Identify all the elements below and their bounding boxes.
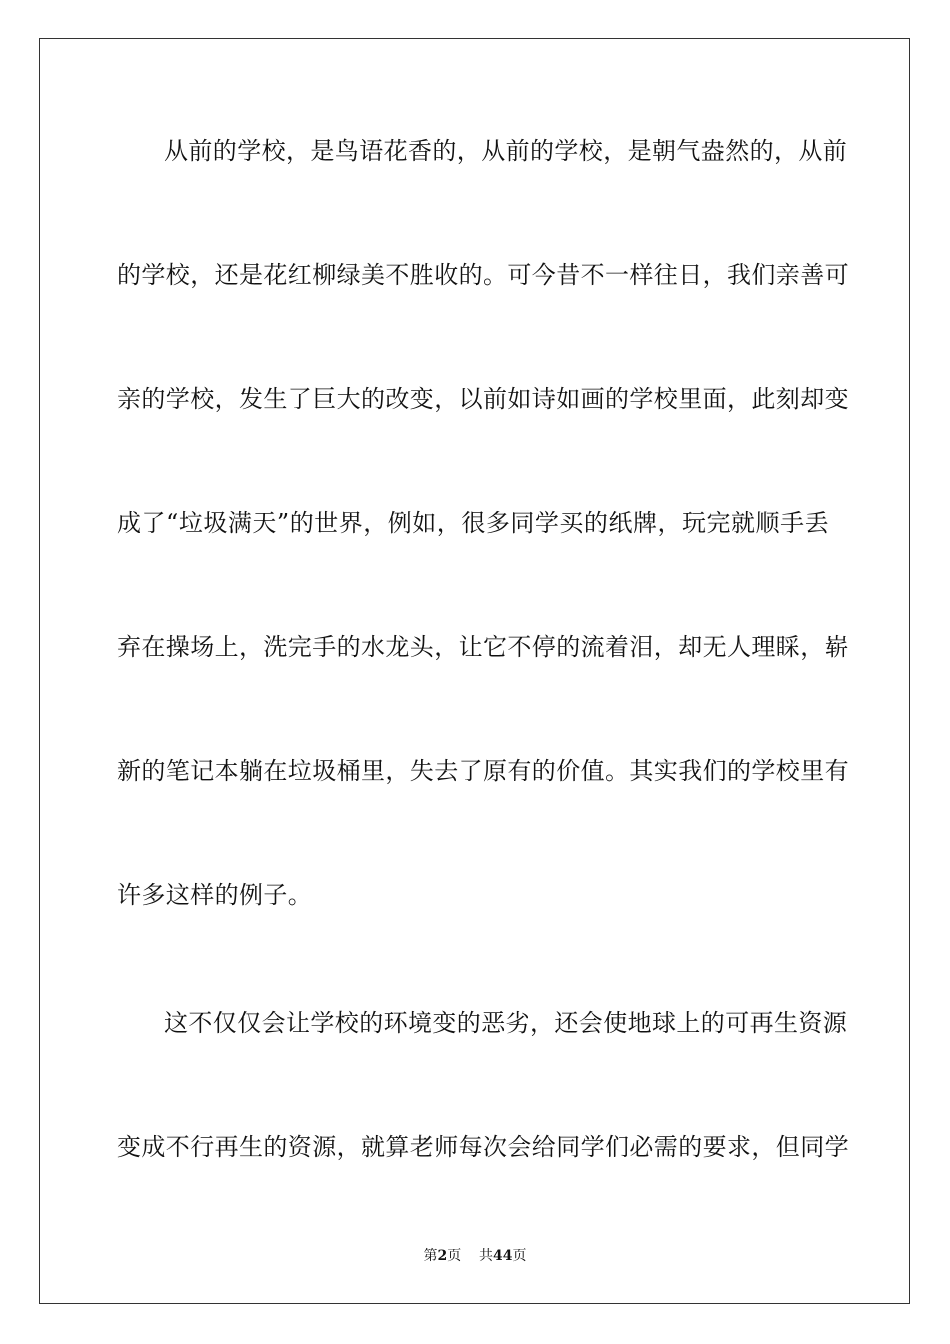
page-border <box>39 38 910 1304</box>
paragraph-1-line-3: 亲的学校，发生了巨大的改变，以前如诗如画的学校里面，此刻却变 <box>117 385 849 413</box>
page-footer <box>0 1246 950 1266</box>
paragraph-2-line-1: 这不仅仅会让学校的环境变的恶劣，还会使地球上的可再生资源 <box>164 1009 848 1037</box>
paragraph-2-line-2: 变成不行再生的资源，就算老师每次会给同学们必需的要求，但同学 <box>117 1133 849 1161</box>
paragraph-1-line-4: 成了“垃圾满天”的世界，例如，很多同学买的纸牌，玩完就顺手丢 <box>117 509 829 537</box>
paragraph-1-line-2: 的学校，还是花红柳绿美不胜收的。可今昔不一样往日，我们亲善可 <box>117 261 849 289</box>
total-suffix: 页 <box>512 1248 527 1264</box>
paragraph-1-line-7: 许多这样的例子。 <box>117 881 313 909</box>
total-prefix: 共 <box>479 1248 494 1264</box>
page-total: 44 <box>493 1248 513 1264</box>
page-prefix: 第 <box>423 1248 438 1264</box>
page-current: 2 <box>437 1248 448 1264</box>
page-suffix: 页 <box>447 1248 462 1264</box>
paragraph-1-line-5: 弃在操场上，洗完手的水龙头，让它不停的流着泪，却无人理睬，崭 <box>117 633 849 661</box>
paragraph-1-line-6: 新的笔记本躺在垃圾桶里，失去了原有的价值。其实我们的学校里有 <box>117 757 849 785</box>
paragraph-1-line-1: 从前的学校，是鸟语花香的，从前的学校，是朝气盎然的，从前 <box>164 137 848 165</box>
